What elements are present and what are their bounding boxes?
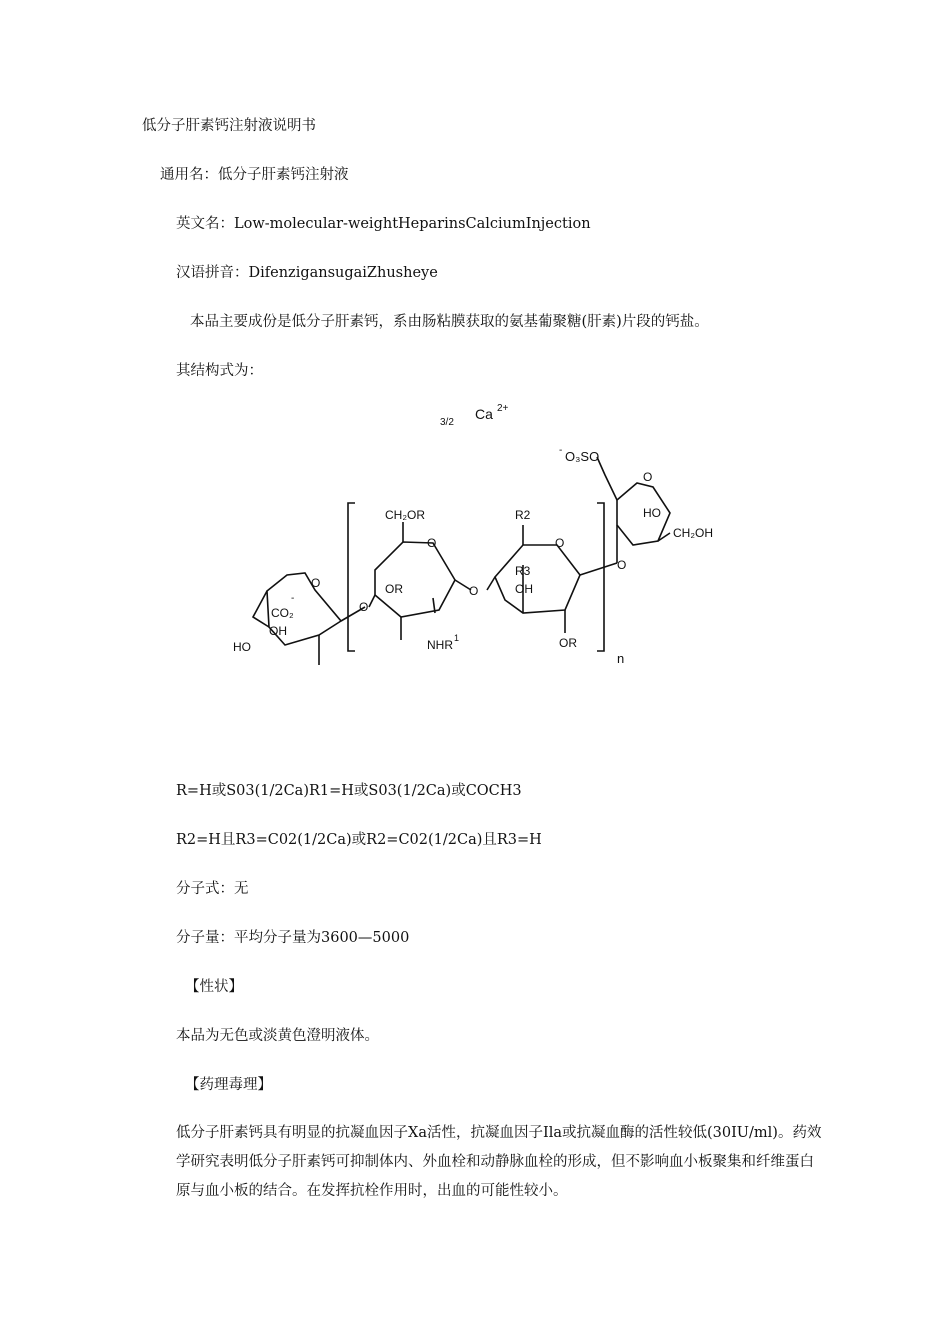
molecular-formula: 分子式：无 [176, 881, 249, 897]
sulfate-minus: - [559, 445, 563, 456]
furanose-ch2oh: CH₂OH [673, 526, 713, 540]
properties-text: 本品为无色或淡黄色澄明液体。 [176, 1028, 379, 1044]
sulfate-label: O₃SO [565, 449, 600, 464]
nhr1-label: NHR [427, 638, 453, 652]
molecular-weight: 分子量：平均分子量为3600—5000 [176, 930, 410, 946]
ch2or-label: CH₂OR [385, 508, 425, 522]
english-name: 英文名：Low-molecular-weightHeparinsCalciumInjection [176, 216, 591, 232]
left-ring-o: O [311, 576, 321, 590]
section-pharmacology: 【药理毒理】 [185, 1077, 272, 1093]
generic-name: 通用名：低分子肝素钙注射液 [160, 167, 349, 183]
furanose-ho: HO [643, 506, 661, 520]
r-definition-2: R2=H且R3=C02(1/2Ca)或R2=C02(1/2Ca)且R3=H [176, 832, 542, 848]
composition-text: 本品主要成份是低分子肝素钙，系由肠粘膜获取的氨基葡聚糖(肝素)片段的钙盐。 [190, 314, 709, 330]
glycosidic-o-0: O [359, 600, 369, 614]
left-oh-label: OH [269, 624, 287, 638]
right-or-label: OR [559, 636, 577, 650]
calcium-label: Ca [475, 406, 493, 422]
ca-coefficient: 3/2 [440, 417, 454, 428]
pinyin-name: 汉语拼音：DifenzigansugaiZhusheye [176, 265, 438, 281]
right-oh-label: OH [515, 582, 533, 596]
document-title: 低分子肝素钙注射液说明书 [142, 118, 316, 134]
r2-label: R2 [515, 508, 531, 522]
left-ho-label: HO [233, 640, 251, 654]
glucosamine-or: OR [385, 582, 403, 596]
glycosidic-o-2: O [617, 558, 627, 572]
furanose-o: O [643, 470, 653, 484]
glucosamine-ring-o: O [427, 536, 437, 550]
structural-formula [225, 395, 755, 685]
calcium-charge: 2+ [497, 403, 509, 414]
r-definition-1: R=H或S03(1/2Ca)R1=H或S03(1/2Ca)或COCH3 [176, 783, 522, 799]
glycosidic-o-1: O [469, 584, 479, 598]
right-ring-o: O [555, 536, 565, 550]
section-properties: 【性状】 [185, 979, 243, 995]
repeat-n: n [617, 651, 625, 666]
pharmacology-text: 低分子肝素钙具有明显的抗凝血因子Xa活性，抗凝血因子Ila或抗凝血酶的活性较低(30IU/ml)。药效学研究表明低分子肝素钙可抑制体内、外血栓和动静脉血栓的形成，但不影响血小板聚集和纤维蛋白原与血小板的结合。在发挥抗栓作用时，出血的可能性较小。 [176, 1125, 822, 1199]
nhr1-superscript: 1 [454, 633, 460, 643]
r3-label: R3 [515, 564, 531, 578]
co2-minus: - [291, 593, 295, 604]
structure-intro: 其结构式为： [176, 363, 263, 379]
co2-label: CO₂ [271, 606, 294, 620]
